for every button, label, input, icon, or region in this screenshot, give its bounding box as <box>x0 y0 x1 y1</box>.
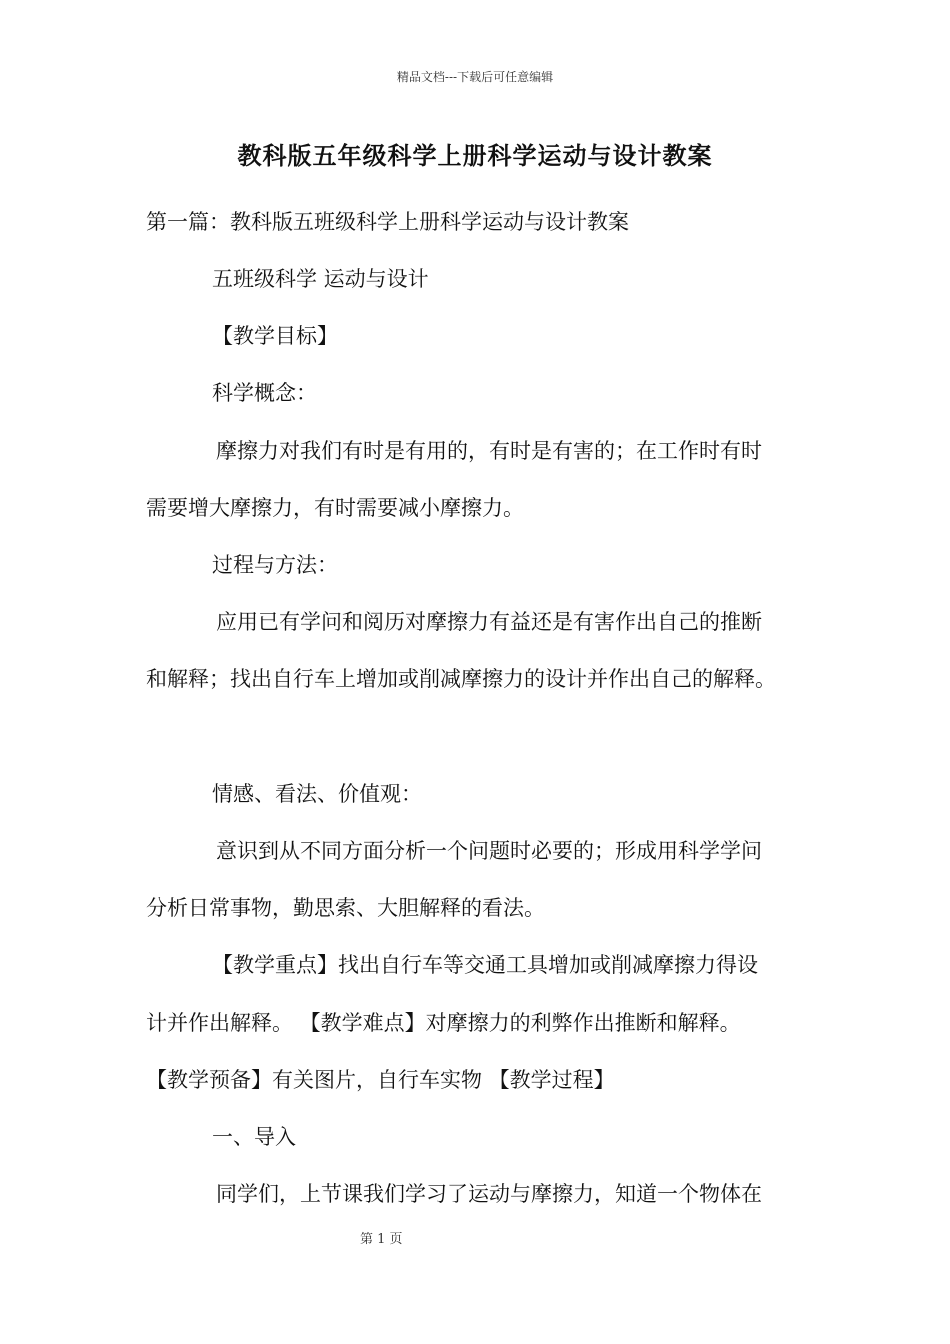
subtitle-line: 五班级科学 运动与设计 <box>212 267 429 291</box>
paragraph-line: 需要增大摩擦力，有时需要减小摩擦力。 <box>146 496 524 520</box>
section-heading: 第一篇：教科版五班级科学上册科学运动与设计教案 <box>146 210 629 234</box>
paragraph-line: 计并作出解释。 【教学难点】对摩擦力的利弊作出推断和解释。 <box>146 1011 741 1035</box>
paragraph-line: 应用已有学问和阅历对摩擦力有益还是有害作出自己的推断 <box>216 610 762 634</box>
paragraph-line: 同学们，上节课我们学习了运动与摩擦力，知道一个物体在 <box>216 1182 762 1206</box>
paragraph-line: 和解释；找出自行车上增加或削减摩擦力的设计并作出自己的解释。 <box>146 667 776 691</box>
page-number: 第 1 页 <box>360 1232 403 1247</box>
preparation-line: 【教学预备】有关图片，自行车实物 【教学过程】 <box>146 1068 615 1092</box>
objectives-heading: 【教学目标】 <box>212 324 338 348</box>
intro-heading: 一、导入 <box>212 1125 296 1149</box>
paragraph-line: 摩擦力对我们有时是有用的，有时是有害的；在工作时有时 <box>216 439 762 463</box>
paragraph-line: 分析日常事物，勤思索、大胆解释的看法。 <box>146 896 545 920</box>
document-title: 教科版五年级科学上册科学运动与设计教案 <box>237 141 713 170</box>
values-heading: 情感、看法、价值观： <box>212 782 422 806</box>
concept-heading: 科学概念： <box>212 381 317 405</box>
method-heading: 过程与方法： <box>212 553 338 577</box>
paragraph-line: 意识到从不同方面分析一个问题时必要的；形成用科学学问 <box>216 839 762 863</box>
key-points-line: 【教学重点】找出自行车等交通工具增加或削减摩擦力得设 <box>212 953 758 977</box>
page-header: 精品文档---下载后可任意编辑 <box>396 70 554 84</box>
